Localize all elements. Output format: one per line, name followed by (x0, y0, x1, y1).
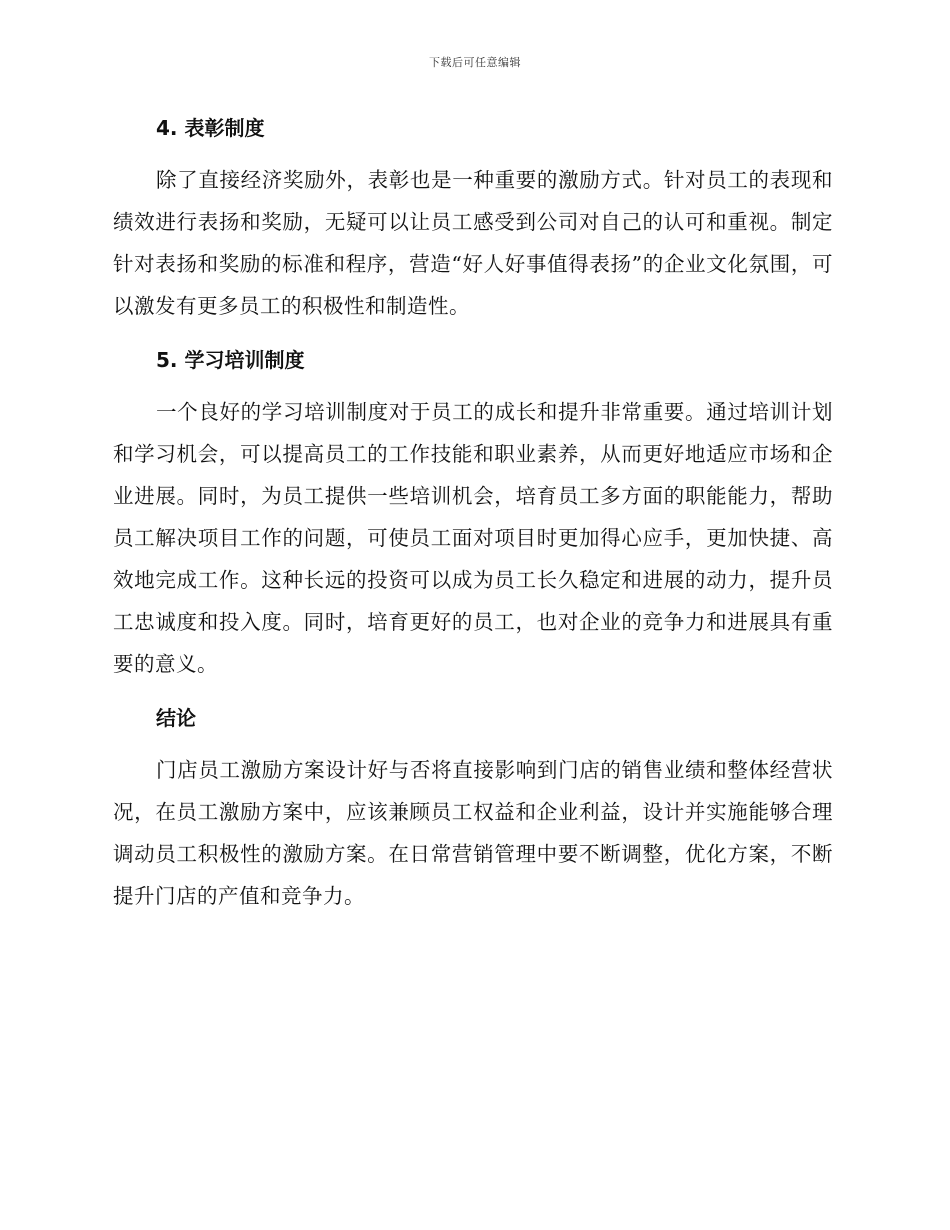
section-paragraph-training: 一个良好的学习培训制度对于员工的成长和提升非常重要。通过培训计划和学习机会，可以提高员工的工作技能和职业素养，从而更好地适应市场和企业进展。同时，为员工提供一些培训机会，培育员工多方面的职能能力，帮助员工解决项目工作的问题，可使员工面对项目时更加得心应手，更加快捷、高效地完成工作。这种长远的投资可以成为员工长久稳定和进展的动力，提升员工忠诚度和投入度。同时，培育更好的员工，也对企业的竞争力和进展具有重要的意义。 (113, 400, 833, 676)
section-paragraph-commendation: 除了直接经济奖励外，表彰也是一种重要的激励方式。针对员工的表现和绩效进行表扬和奖励，无疑可以让员工感受到公司对自己的认可和重视。制定针对表扬和奖励的标准和程序，营造“好人好事值得表扬”的企业文化氛围，可以激发有更多员工的积极性和制造性。 (113, 168, 833, 318)
section-heading-conclusion: 结论 (156, 706, 196, 730)
document-body (113, 108, 833, 930)
section-paragraph-conclusion: 门店员工激励方案设计好与否将直接影响到门店的销售业绩和整体经营状况，在员工激励方案中，应该兼顾员工权益和企业利益，设计并实施能够合理调动员工积极性的激励方案。在日常营销管理中要不断调整，优化方案，不断提升门店的产值和竞争力。 (113, 758, 833, 908)
page-header-note: 下载后可任意编辑 (429, 56, 521, 69)
section-heading-commendation: 4. 表彰制度 (156, 116, 265, 140)
section-heading-training: 5. 学习培训制度 (156, 348, 305, 372)
